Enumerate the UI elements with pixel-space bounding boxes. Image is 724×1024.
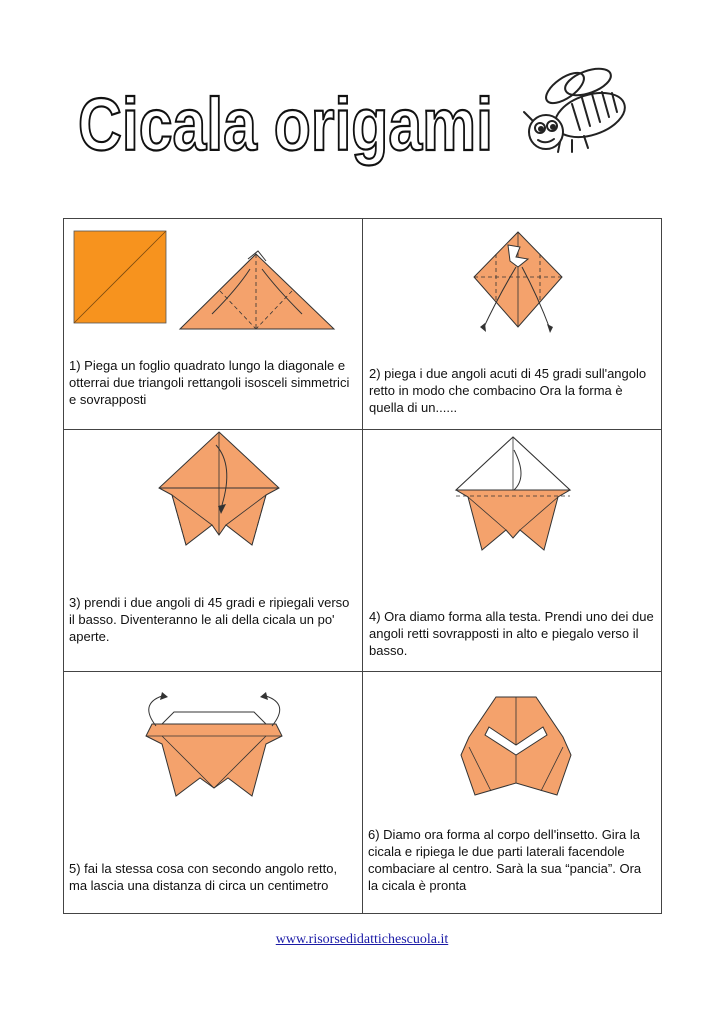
instructions-table	[63, 218, 662, 914]
step-2-figure	[438, 227, 598, 347]
cicada-cartoon-icon	[510, 60, 640, 160]
step-3-figure	[154, 430, 284, 565]
step-3-cell	[64, 430, 362, 671]
step-1-figure	[72, 229, 342, 339]
step-2-caption: 2) piega i due angoli acuti di 45 gradi sull'angolo retto in modo che combacino Ora la forma è quella di un......	[369, 366, 647, 415]
step-4-cell	[363, 430, 663, 671]
step-1-cell	[64, 219, 362, 429]
step-1-caption: 1) Piega un foglio quadrato lungo la diagonale e otterrai due triangoli rettangoli isosceli simmetrici e sovrapposti	[69, 358, 350, 407]
page-title	[70, 55, 510, 195]
step-5-cell	[64, 672, 362, 915]
title-text: Cicala origami	[78, 83, 493, 166]
step-4-figure	[448, 432, 578, 567]
step-2-cell	[363, 219, 663, 429]
step-3-caption: 3) prendi i due angoli di 45 gradi e ripiegali verso il basso. Diventeranno le ali della cicala un po' aperte.	[69, 595, 350, 644]
step-6-caption: 6) Diamo ora forma al corpo dell'insetto. Gira la cicala e ripiega le due parti laterali facendole combaciare al centro. Sarà la sua “pancia”. Ora la cicala è pronta	[368, 827, 642, 893]
step-6-cell	[363, 672, 663, 915]
footer-website-link[interactable]: www.risorsedidattichescuola.it	[275, 932, 449, 947]
step-5-figure	[134, 684, 294, 819]
step-4-caption: 4) Ora diamo forma alla testa. Prendi uno dei due angoli retti sovrapposti in alto e piegalo verso il basso.	[369, 609, 654, 658]
step-5-caption: 5) fai la stessa cosa con secondo angolo retto, ma lascia una distanza di circa un centimetro	[69, 861, 338, 893]
step-6-figure	[451, 687, 581, 812]
